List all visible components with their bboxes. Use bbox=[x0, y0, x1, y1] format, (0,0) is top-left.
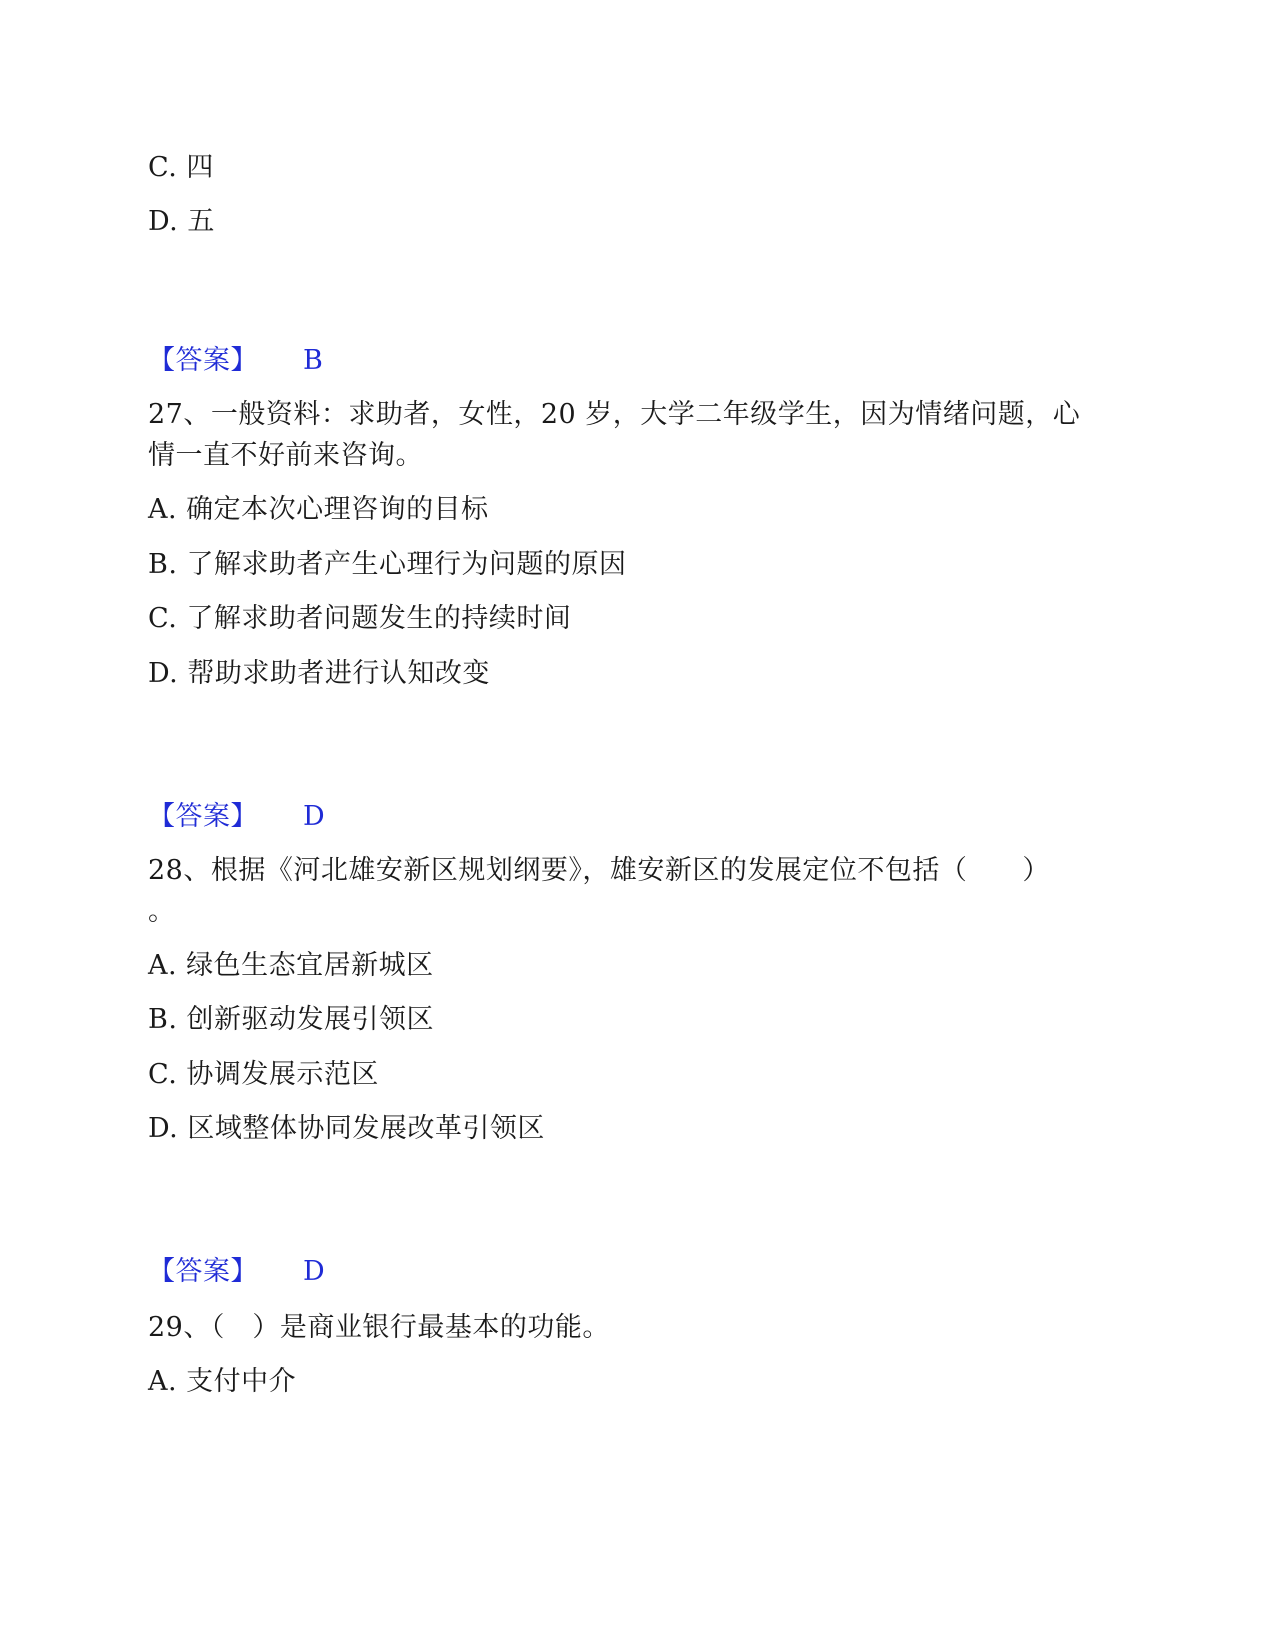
answer-label: 【答案】 bbox=[148, 1256, 258, 1287]
question-28-option-c: C. 协调发展示范区 bbox=[148, 1059, 379, 1090]
option-d: D. 五 bbox=[148, 206, 215, 237]
question-28-option-b: B. 创新驱动发展引领区 bbox=[148, 1004, 435, 1035]
option-c: C. 四 bbox=[148, 152, 214, 183]
question-28-option-a: A. 绿色生态宜居新城区 bbox=[148, 950, 434, 981]
question-27-option-c: C. 了解求助者问题发生的持续时间 bbox=[148, 603, 572, 634]
question-28-option-d: D. 区域整体协同发展改革引领区 bbox=[148, 1113, 545, 1144]
question-28-stem: 28、根据《河北雄安新区规划纲要》，雄安新区的发展定位不包括（ ） bbox=[148, 855, 1050, 886]
answer-value: D bbox=[303, 1256, 326, 1287]
question-27-stem-cont: 情一直不好前来咨询。 bbox=[148, 440, 423, 471]
question-27-stem: 27、一般资料：求助者，女性，20 岁，大学二年级学生，因为情绪问题，心 bbox=[148, 399, 1081, 430]
answer-26 bbox=[148, 343, 323, 379]
question-29-stem: 29、（ ）是商业银行最基本的功能。 bbox=[148, 1312, 610, 1343]
answer-label: 【答案】 bbox=[148, 801, 258, 832]
question-29-option-a: A. 支付中介 bbox=[148, 1366, 297, 1397]
question-27-option-b: B. 了解求助者产生心理行为问题的原因 bbox=[148, 549, 627, 580]
answer-value: B bbox=[303, 345, 324, 376]
question-27-option-a: A. 确定本次心理咨询的目标 bbox=[148, 494, 489, 525]
question-27-option-d: D. 帮助求助者进行认知改变 bbox=[148, 658, 490, 689]
answer-28 bbox=[148, 1254, 325, 1290]
answer-value: D bbox=[303, 801, 326, 832]
answer-27 bbox=[148, 799, 325, 835]
question-28-stem-cont: 。 bbox=[148, 896, 176, 927]
answer-label: 【答案】 bbox=[148, 345, 258, 376]
